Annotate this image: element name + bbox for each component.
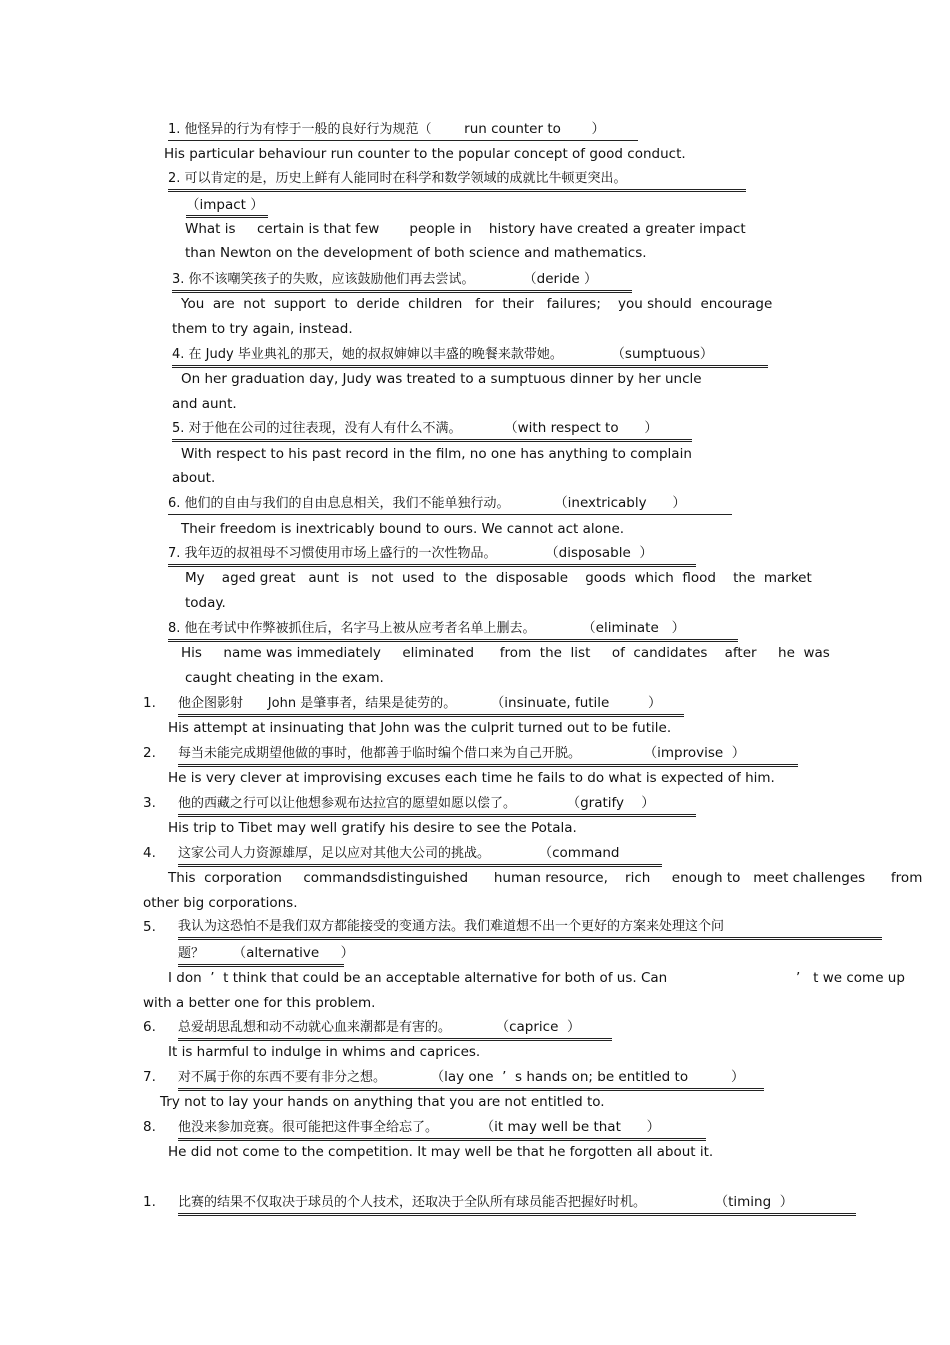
q7-english-1: My aged great aunt is not used to the disposable goods which flood the market [185, 570, 812, 586]
s2-q5-hint: （alternative ） [232, 945, 355, 961]
s2-q3-hint: （gratify ） [566, 795, 655, 811]
s2-q8-hint: （it may well be that ） [480, 1119, 661, 1135]
s2-q3-english: His trip to Tibet may well gratify his desire to see the Potala. [168, 820, 577, 836]
s2-q1-chinese [178, 694, 684, 717]
q5-english-1: With respect to his past record in the film, no one has anything to complain [181, 446, 692, 462]
q5-english-2: about. [172, 470, 216, 486]
q2-hint: （impact ） [186, 196, 268, 218]
q5-chinese [172, 419, 692, 442]
s2-q2-english: He is very clever at improvising excuses each time he fails to do what is expected of him. [168, 770, 775, 786]
q4-chinese [172, 345, 768, 368]
q1-zh: 1. 他怪异的行为有悖于一般的良好行为规范（ [168, 122, 432, 137]
s2-q2-hint: （improvise ） [643, 745, 746, 761]
s2-q7-chinese [178, 1068, 764, 1091]
s2-q5-english-2: with a better one for this problem. [143, 995, 376, 1011]
q4-hint: （sumptuous） [611, 346, 714, 362]
q3-english-1: You are not support to deride children for their failures; you should encourage [181, 296, 773, 312]
s2-q6-zh: 总爱胡思乱想和动不动就心血来潮都是有害的。 [178, 1020, 452, 1035]
s2-q4-hint: （command [538, 845, 620, 861]
q8-english-1: His name was immediately eliminated from the list of candidates after he was [181, 645, 830, 661]
s3-q1-number: 1. [143, 1194, 156, 1210]
q2-chinese: 2. 可以肯定的是，历史上鲜有人能同时在科学和数学领域的成就比牛顿更突出。 [168, 170, 746, 192]
s2-q1-zh: 他企图影射 John 是肇事者，结果是徒劳的。 [178, 696, 457, 711]
s2-q1-hint: （insinuate, futile ） [490, 695, 662, 711]
s2-q2-chinese [178, 744, 798, 767]
s2-q3-number: 3. [143, 795, 156, 811]
q7-chinese [168, 544, 696, 567]
s2-q6-hint: （caprice ） [495, 1019, 581, 1035]
q7-hint: （disposable ） [545, 545, 653, 561]
s2-q8-chinese [178, 1118, 706, 1141]
q6-chinese [168, 494, 732, 515]
s2-q3-zh: 他的西藏之行可以让他想参观布达拉宫的愿望如愿以偿了。 [178, 796, 517, 811]
q8-zh: 8. 他在考试中作弊被抓住后，名字马上被从应考者名单上删去。 [168, 621, 536, 636]
q8-hint: （eliminate ） [582, 620, 686, 636]
q7-zh: 7. 我年迈的叔祖母不习惯使用市场上盛行的一次性物品。 [168, 546, 497, 561]
q3-hint: （deride ） [523, 271, 598, 287]
s2-q7-number: 7. [143, 1069, 156, 1085]
q3-zh: 3. 你不该嘲笑孩子的失败，应该鼓励他们再去尝试。 [172, 272, 475, 287]
s2-q7-hint: （lay one ’ s hands on; be entitled to ） [430, 1069, 745, 1085]
q8-chinese [168, 619, 738, 642]
s2-q7-zh: 对不属于你的东西不要有非分之想。 [178, 1070, 387, 1085]
q1-chinese [168, 120, 638, 141]
s2-q1-number: 1. [143, 695, 156, 711]
s2-q4-number: 4. [143, 845, 156, 861]
q7-english-2: today. [185, 595, 226, 611]
s2-q5-english-1: I don ’ t think that could be an acceptable alternative for both of us. Can ’ t we come up [168, 970, 905, 986]
s2-q4-english-1: This corporation commandsdistinguished human resource, rich enough to meet challenges from [168, 870, 923, 886]
s2-q8-number: 8. [143, 1119, 156, 1135]
q1-hint-close: ） [591, 121, 605, 137]
s3-q1-zh: 比赛的结果不仅取决于球员的个人技术，还取决于全队所有球员能否把握好时机。 [178, 1195, 647, 1210]
s2-q1-english: His attempt at insinuating that John was the culprit turned out to be futile. [168, 720, 672, 736]
q8-english-2: caught cheating in the exam. [185, 670, 384, 686]
s2-q8-english: He did not come to the competition. It may well be that he forgotten all about it. [168, 1144, 714, 1160]
q1-english: His particular behaviour run counter to the popular concept of good conduct. [164, 146, 686, 162]
s2-q5-chinese: 我认为这恐怕不是我们双方都能接受的变通方法。我们难道想不出一个更好的方案来处理这个问 [178, 918, 882, 940]
s2-q3-chinese [178, 794, 696, 817]
q5-hint: （with respect to ） [504, 420, 658, 436]
s2-q2-zh: 每当未能完成期望他做的事时，他都善于临时编个借口来为自己开脱。 [178, 746, 582, 761]
q3-english-2: them to try again, instead. [172, 321, 353, 337]
q4-zh: 4. 在 Judy 毕业典礼的那天，她的叔叔婶婶以丰盛的晚餐来款带她。 [172, 347, 563, 362]
s2-q5-chinese-cont [178, 944, 355, 967]
q4-english-1: On her graduation day, Judy was treated to a sumptuous dinner by her uncle [181, 371, 702, 387]
s2-q8-zh: 他没来参加竞赛。很可能把这件事全给忘了。 [178, 1120, 439, 1135]
s2-q7-english: Try not to lay your hands on anything that you are not entitled to. [160, 1094, 605, 1110]
s2-q6-number: 6. [143, 1019, 156, 1035]
q6-english: Their freedom is inextricably bound to ours. We cannot act alone. [181, 521, 625, 537]
s2-q6-english: It is harmful to indulge in whims and caprices. [168, 1044, 481, 1060]
q6-hint: （inextricably ） [554, 495, 686, 511]
q2-english-1: What is certain is that few people in history have created a greater impact [185, 221, 746, 237]
s2-q5-number: 5. [143, 919, 156, 935]
q5-zh: 5. 对于他在公司的过往表现，没有人有什么不满。 [172, 421, 462, 436]
s3-q1-chinese [178, 1193, 856, 1216]
s2-q2-number: 2. [143, 745, 156, 761]
s2-q5-zh2: 题？ [178, 946, 205, 961]
q6-zh: 6. 他们的自由与我们的自由息息相关，我们不能单独行动。 [168, 496, 510, 511]
q1-hint: run counter to [464, 121, 561, 137]
q2-english-2: than Newton on the development of both science and mathematics. [185, 245, 647, 261]
s2-q4-chinese [178, 844, 662, 867]
s2-q4-english-2: other big corporations. [143, 895, 298, 911]
s3-q1-hint: （timing ） [714, 1194, 794, 1210]
q3-chinese [172, 270, 632, 293]
s2-q4-zh: 这家公司人力资源雄厚，足以应对其他大公司的挑战。 [178, 846, 491, 861]
q4-english-2: and aunt. [172, 396, 237, 412]
s2-q6-chinese [178, 1018, 612, 1041]
